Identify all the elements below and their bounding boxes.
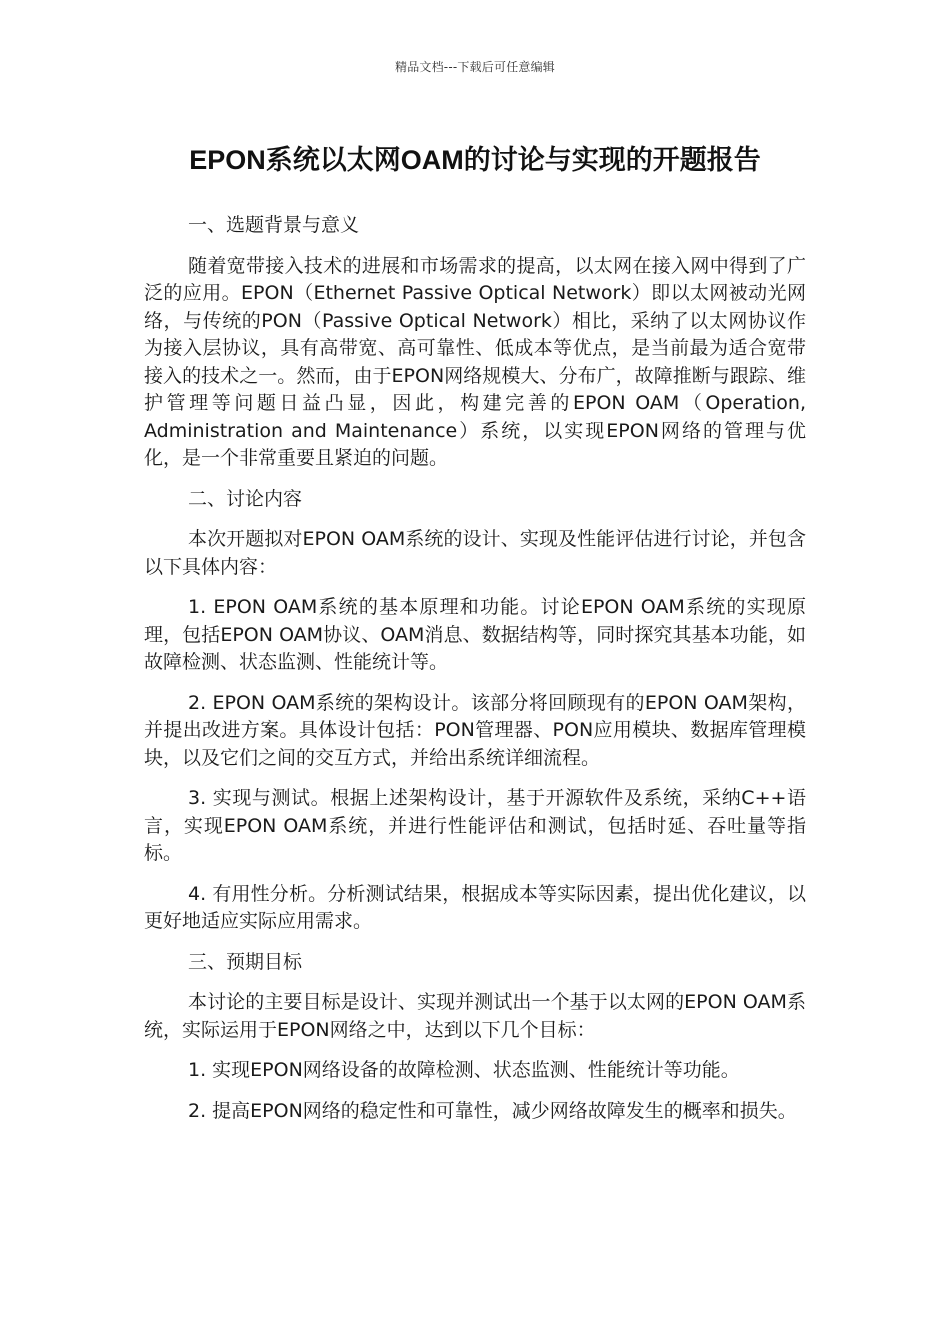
list-item-goal-2: 2. 提高EPON网络的稳定性和可靠性，减少网络故障发生的概率和损失。 <box>188 1099 797 1122</box>
paragraph-goals-intro: 本讨论的主要目标是设计、实现并测试出一个基于以太网的EPON OAM系统，实际运用于EPON网络之中，达到以下几个目标： <box>144 991 806 1041</box>
section-heading-content: 二、讨论内容 <box>188 487 303 510</box>
document-body <box>144 212 806 1138</box>
paragraph-content-intro: 本次开题拟对EPON OAM系统的设计、实现及性能评估进行讨论，并包含以下具体内容： <box>144 528 806 578</box>
list-item-content-4: 4. 有用性分析。分析测试结果，根据成本等实际因素，提出优化建议，以更好地适应实际应用需求。 <box>144 882 806 932</box>
list-item-content-1: 1. EPON OAM系统的基本原理和功能。讨论EPON OAM系统的实现原理，包括EPON OAM协议、OAM消息、数据结构等，同时探究其基本功能，如故障检测、状态监测、性能统计等。 <box>144 596 806 673</box>
section-heading-goals: 三、预期目标 <box>188 950 303 973</box>
list-item-content-2: 2. EPON OAM系统的架构设计。该部分将回顾现有的EPON OAM架构，并提出改进方案。具体设计包括：PON管理器、PON应用模块、数据库管理模块，以及它们之间的交互方式，并给出系统详细流程。 <box>144 691 806 769</box>
section-heading-background: 一、选题背景与意义 <box>188 214 360 236</box>
list-item-goal-1: 1. 实现EPON网络设备的故障检测、状态监测、性能统计等功能。 <box>188 1059 740 1081</box>
paragraph-background: 随着宽带接入技术的进展和市场需求的提高，以太网在接入网中得到了广泛的应用。EPON（Ethernet Passive Optical Network）即以太网被动光网络，与传统的PON（Passive Optical Network）相比，采纳了以太网协议作为接入层协议，具有高带宽、高可靠性、低成本等优点，是当前最为适合宽带接入的技术之一。然而，由于EPON网络规模大、分布广，故障推断与跟踪、维护管理等问题日益凸显，因此，构建完善的EPON OAM（Operation, Administration and Maintenance）系统，以实现EPON网络的管理与优化，是一个非常重要且紧迫的问题。 <box>144 254 806 469</box>
list-item-content-3: 3. 实现与测试。根据上述架构设计，基于开源软件及系统，采纳C++语言，实现EPON OAM系统，并进行性能评估和测试，包括时延、吞吐量等指标。 <box>144 787 806 864</box>
header-note: 精品文档---下载后可任意编辑 <box>395 60 555 74</box>
document-title: EPON系统以太网OAM的讨论与实现的开题报告 <box>189 145 761 175</box>
